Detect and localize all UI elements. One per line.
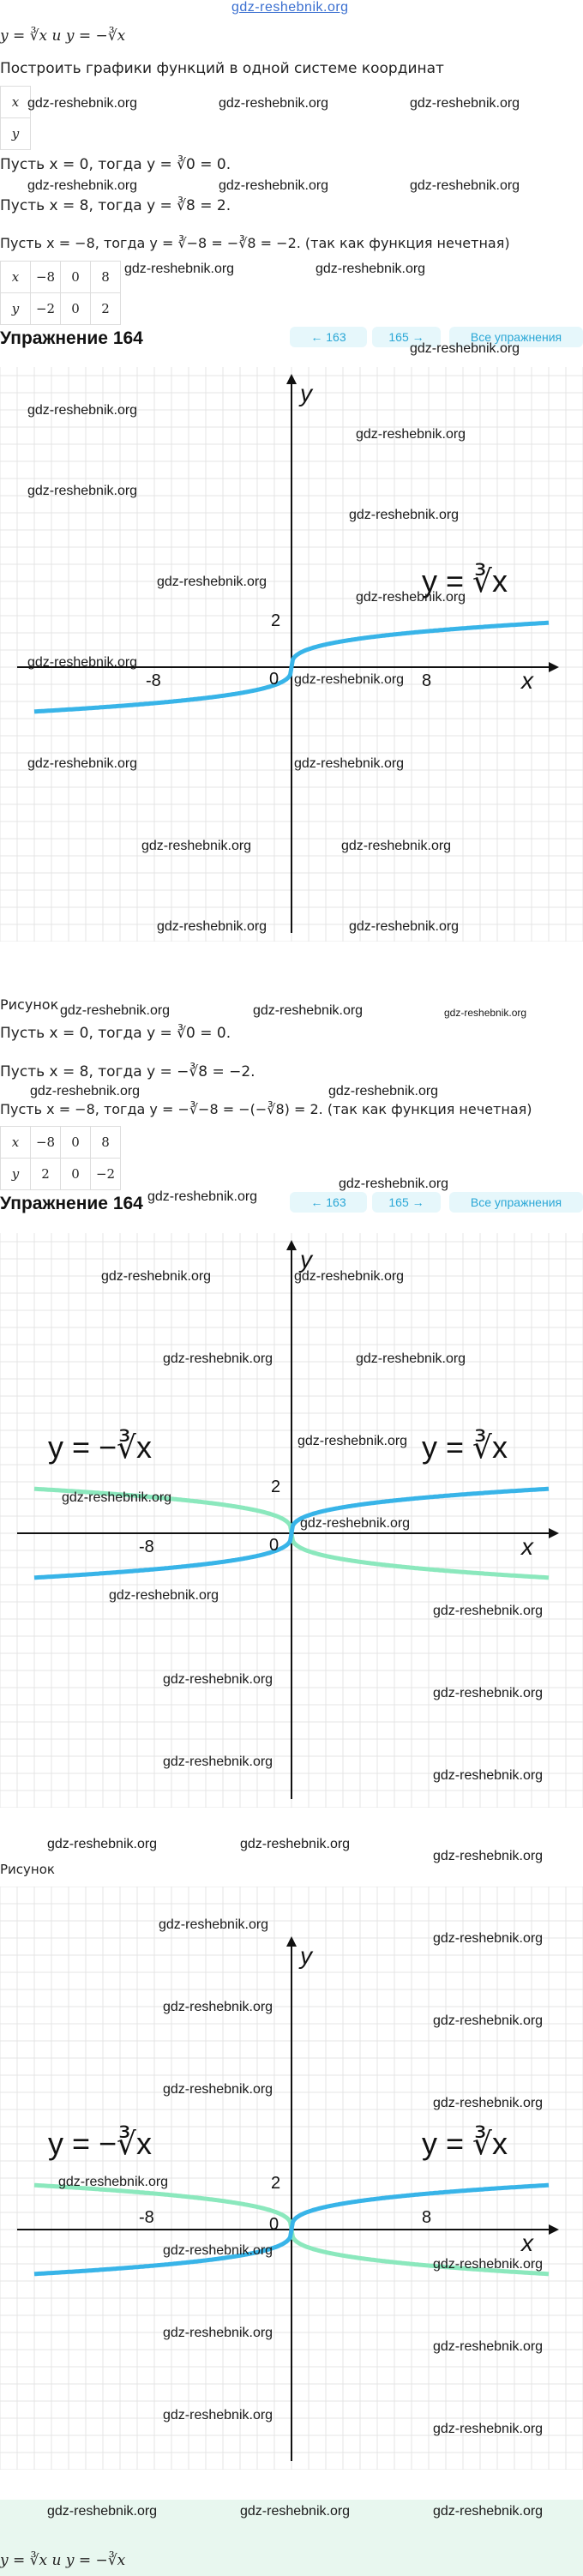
problem-formula: y = ∛x и y = −∛x bbox=[0, 27, 126, 45]
graph-svg-cbrt bbox=[0, 367, 583, 942]
watermark: gdz-reshebnik.org bbox=[163, 2326, 273, 2340]
watermark: gdz-reshebnik.org bbox=[141, 839, 252, 853]
stub-table-y: y bbox=[0, 117, 31, 150]
watermark: gdz-reshebnik.org bbox=[356, 590, 466, 605]
all-exercises-button[interactable]: Все упражнения bbox=[449, 327, 583, 347]
table-cell: 8 bbox=[91, 1127, 121, 1159]
values-table-a bbox=[0, 261, 121, 325]
tick-neg8: -8 bbox=[146, 671, 161, 690]
table-cell: 0 bbox=[61, 1159, 91, 1190]
watermark: gdz-reshebnik.org bbox=[356, 427, 466, 442]
step-a3: Пусть x = −8, тогда y = ∛−8 = −∛8 = −2. (так как функция нечетная) bbox=[0, 235, 510, 251]
cbrt-label: y = ∛x bbox=[422, 563, 508, 599]
step-a2: Пусть x = 8, тогда y = ∛8 = 2. bbox=[0, 197, 231, 214]
footer-formula: y = ∛x и y = −∛x bbox=[0, 2552, 126, 2569]
watermark: gdz-reshebnik.org bbox=[101, 1269, 212, 1284]
watermark: gdz-reshebnik.org bbox=[157, 575, 267, 589]
tick-pos8: 8 bbox=[422, 2208, 432, 2227]
tick-neg8: -8 bbox=[139, 1538, 154, 1556]
table-cell: 2 bbox=[91, 293, 121, 325]
table-cell: 8 bbox=[91, 262, 121, 293]
x-axis-arrow bbox=[549, 1528, 559, 1538]
exercise-title: Упражнение 164 bbox=[0, 328, 143, 348]
table-cell: 0 bbox=[61, 262, 91, 293]
figure-caption-1: Рисунок bbox=[0, 996, 59, 1013]
watermark: gdz-reshebnik.org bbox=[47, 1837, 158, 1851]
watermark: gdz-reshebnik.org bbox=[58, 2175, 169, 2189]
watermark: gdz-reshebnik.org bbox=[410, 178, 520, 193]
table-cell: 0 bbox=[61, 293, 91, 325]
tick-2: 2 bbox=[271, 2174, 281, 2193]
tick-0: 0 bbox=[269, 1536, 279, 1555]
watermark: gdz-reshebnik.org bbox=[300, 1516, 411, 1531]
step-a1: Пусть x = 0, тогда y = ∛0 = 0. bbox=[0, 156, 231, 173]
watermark: gdz-reshebnik.org bbox=[433, 2422, 544, 2436]
watermark: gdz-reshebnik.org bbox=[157, 919, 267, 934]
watermark: gdz-reshebnik.org bbox=[163, 1351, 273, 1366]
watermark: gdz-reshebnik.org bbox=[27, 178, 138, 193]
watermark: gdz-reshebnik.org bbox=[433, 2339, 544, 2354]
tick-0: 0 bbox=[269, 2215, 279, 2234]
watermark: gdz-reshebnik.org bbox=[47, 2504, 158, 2519]
tick-2: 2 bbox=[271, 611, 281, 630]
x-axis-label: x bbox=[521, 1533, 533, 1560]
neg-cbrt-label: y = −∛x bbox=[48, 1429, 152, 1465]
watermark: gdz-reshebnik.org bbox=[433, 2013, 544, 2028]
tick-0: 0 bbox=[269, 670, 279, 689]
watermark: gdz-reshebnik.org bbox=[294, 672, 405, 687]
watermark: gdz-reshebnik.org bbox=[341, 839, 452, 853]
watermark: gdz-reshebnik.org bbox=[433, 1768, 544, 1783]
tick-neg8: -8 bbox=[139, 2208, 154, 2227]
table-cell: −2 bbox=[91, 1159, 121, 1190]
watermark: gdz-reshebnik.org bbox=[433, 1604, 544, 1618]
graph-svg-both-1 bbox=[0, 1233, 583, 1808]
problem-task: Построить графики функций в одной системе координат bbox=[0, 60, 444, 77]
watermark: gdz-reshebnik.org bbox=[356, 1351, 466, 1366]
watermark: gdz-reshebnik.org bbox=[433, 2096, 544, 2110]
watermark: gdz-reshebnik.org bbox=[219, 178, 329, 193]
table-cell: −8 bbox=[31, 262, 61, 293]
watermark: gdz-reshebnik.org bbox=[219, 96, 329, 111]
watermark: gdz-reshebnik.org bbox=[124, 262, 235, 276]
watermark: gdz-reshebnik.org bbox=[444, 1007, 527, 1019]
x-axis-arrow bbox=[549, 2224, 559, 2235]
next-exercise-button-2[interactable]: 165 → bbox=[372, 1192, 441, 1213]
watermark: gdz-reshebnik.org bbox=[433, 1686, 544, 1700]
watermark: gdz-reshebnik.org bbox=[163, 2408, 273, 2423]
watermark: gdz-reshebnik.org bbox=[433, 1931, 544, 1946]
x-axis-arrow bbox=[549, 662, 559, 672]
cbrt-label: y = ∛x bbox=[422, 1429, 508, 1465]
watermark: gdz-reshebnik.org bbox=[433, 2257, 544, 2272]
watermark: gdz-reshebnik.org bbox=[163, 1754, 273, 1769]
watermark: gdz-reshebnik.org bbox=[349, 919, 460, 934]
watermark: gdz-reshebnik.org bbox=[433, 2504, 544, 2519]
watermark: gdz-reshebnik.org bbox=[294, 1269, 405, 1284]
prev-exercise-button[interactable]: ← 163 bbox=[290, 327, 367, 347]
exercise-title-2: Упражнение 164 bbox=[0, 1194, 143, 1213]
watermark: gdz-reshebnik.org bbox=[30, 1084, 141, 1098]
watermark: gdz-reshebnik.org bbox=[294, 756, 405, 771]
watermark: gdz-reshebnik.org bbox=[410, 96, 520, 111]
neg-cbrt-label: y = −∛x bbox=[48, 2126, 152, 2161]
table-row bbox=[1, 293, 121, 325]
table-row bbox=[1, 262, 121, 293]
table-cell: y bbox=[1, 1159, 31, 1190]
watermark: gdz-reshebnik.org bbox=[298, 1434, 408, 1448]
watermark: gdz-reshebnik.org bbox=[163, 2243, 273, 2258]
step-b1: Пусть x = 0, тогда y = ∛0 = 0. bbox=[0, 1025, 231, 1042]
x-axis-label: x bbox=[521, 2230, 533, 2256]
watermark: gdz-reshebnik.org bbox=[27, 484, 138, 498]
next-exercise-button[interactable]: 165 → bbox=[372, 327, 441, 347]
y-axis-label: y bbox=[300, 1942, 312, 1969]
watermark: gdz-reshebnik.org bbox=[410, 341, 520, 356]
values-table-b bbox=[0, 1126, 121, 1190]
x-axis-label: x bbox=[521, 667, 533, 694]
watermark: gdz-reshebnik.org bbox=[349, 508, 460, 522]
watermark: gdz-reshebnik.org bbox=[147, 1189, 258, 1204]
watermark: gdz-reshebnik.org bbox=[316, 262, 426, 276]
figure-caption-2: Рисунок bbox=[0, 1862, 55, 1877]
stub-table-x: x bbox=[0, 86, 31, 118]
watermark: gdz-reshebnik.org bbox=[240, 2504, 351, 2519]
table-cell: 2 bbox=[31, 1159, 61, 1190]
watermark: gdz-reshebnik.org bbox=[27, 655, 138, 670]
watermark: gdz-reshebnik.org bbox=[253, 1003, 364, 1018]
watermark: gdz-reshebnik.org bbox=[339, 1177, 449, 1191]
step-b2: Пусть x = 8, тогда y = −∛8 = −2. bbox=[0, 1063, 255, 1080]
watermark: gdz-reshebnik.org bbox=[163, 2000, 273, 2014]
all-exercises-button-2[interactable]: Все упражнения bbox=[449, 1192, 583, 1213]
watermark: gdz-reshebnik.org bbox=[328, 1084, 439, 1098]
table-cell: x bbox=[1, 1127, 31, 1159]
site-logo[interactable]: gdz-reshebnik.org bbox=[231, 0, 349, 15]
graph-both-1 bbox=[0, 1233, 583, 1808]
watermark: gdz-reshebnik.org bbox=[240, 1837, 351, 1851]
graph-cbrt bbox=[0, 367, 583, 942]
watermark: gdz-reshebnik.org bbox=[163, 1672, 273, 1687]
y-axis-label: y bbox=[300, 1246, 312, 1273]
watermark: gdz-reshebnik.org bbox=[27, 756, 138, 771]
watermark: gdz-reshebnik.org bbox=[433, 1849, 544, 1863]
watermark: gdz-reshebnik.org bbox=[62, 1490, 172, 1505]
watermark: gdz-reshebnik.org bbox=[163, 2082, 273, 2097]
tick-2: 2 bbox=[271, 1478, 281, 1496]
table-row bbox=[1, 1159, 121, 1190]
step-b3: Пусть x = −8, тогда y = −∛−8 = −(−∛8) = 2. (так как функция нечетная) bbox=[0, 1101, 532, 1117]
watermark: gdz-reshebnik.org bbox=[60, 1003, 171, 1018]
table-row bbox=[1, 1127, 121, 1159]
table-cell: −2 bbox=[31, 293, 61, 325]
table-cell: −8 bbox=[31, 1127, 61, 1159]
watermark: gdz-reshebnik.org bbox=[27, 96, 138, 111]
table-cell: y bbox=[1, 293, 31, 325]
watermark: gdz-reshebnik.org bbox=[109, 1588, 219, 1603]
table-cell: 0 bbox=[61, 1127, 91, 1159]
watermark: gdz-reshebnik.org bbox=[159, 1917, 269, 1932]
table-cell: x bbox=[1, 262, 31, 293]
prev-exercise-button-2[interactable]: ← 163 bbox=[290, 1192, 367, 1213]
y-axis-label: y bbox=[300, 380, 312, 406]
tick-pos8: 8 bbox=[422, 671, 432, 690]
watermark: gdz-reshebnik.org bbox=[27, 403, 138, 418]
cbrt-label: y = ∛x bbox=[422, 2126, 508, 2161]
